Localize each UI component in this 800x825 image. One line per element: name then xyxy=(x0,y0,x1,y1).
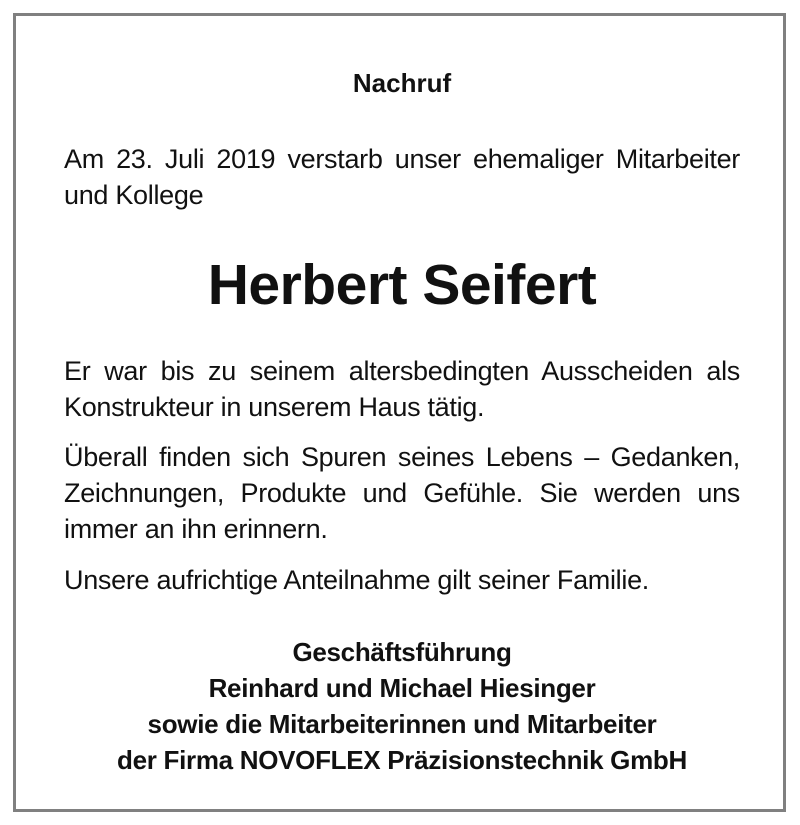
signature-line-company: der Firma NOVOFLEX Präzisionstechnik GmbH xyxy=(117,745,687,775)
signature-line-staff: sowie die Mitarbeiterinnen und Mitarbeiter xyxy=(147,709,657,739)
signature-line-management: Geschäftsführung xyxy=(292,637,512,667)
signature-block xyxy=(64,634,740,778)
career-paragraph: Er war bis zu seinem altersbedingten Ausscheiden als Konstrukteur in unserem Haus tätig. xyxy=(64,356,740,422)
obituary-heading: Nachruf xyxy=(352,68,452,98)
intro-paragraph: Am 23. Juli 2019 verstarb unser ehemaliger Mitarbeiter und Kollege xyxy=(64,144,740,210)
obituary-frame xyxy=(13,13,786,812)
condolence-paragraph: Unsere aufrichtige Anteilnahme gilt seiner Familie. xyxy=(64,565,649,595)
memory-paragraph: Überall finden sich Spuren seines Lebens – Gedanken, Zeichnungen, Produkte und Gefühle. Sie werden uns immer an ihn erinnern. xyxy=(64,442,740,544)
signature-line-names: Reinhard und Michael Hiesinger xyxy=(208,673,596,703)
deceased-name: Herbert Seifert xyxy=(207,253,597,317)
